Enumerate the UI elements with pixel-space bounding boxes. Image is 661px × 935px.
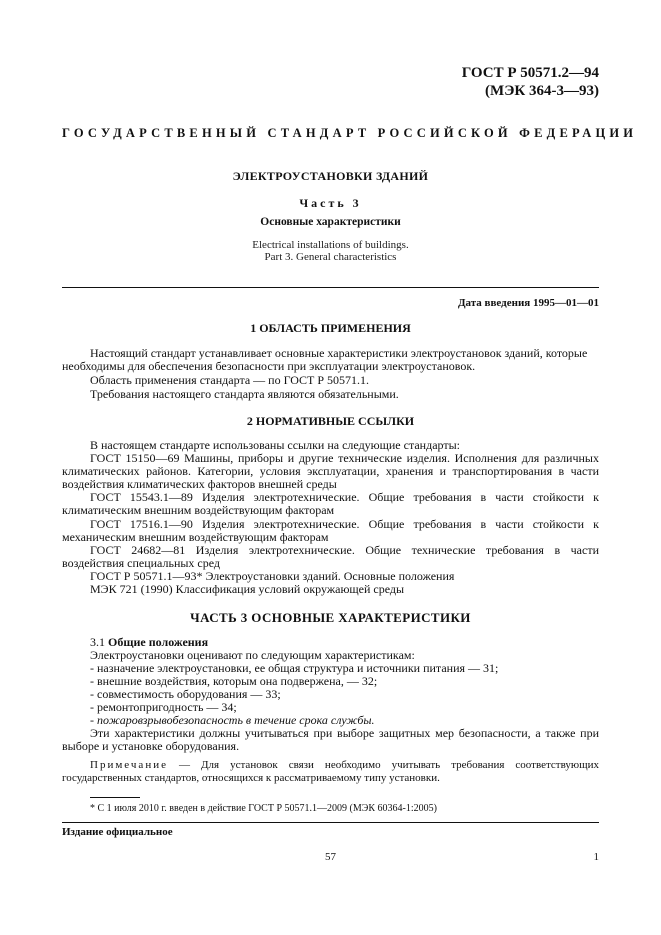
page-number: 57 xyxy=(325,851,336,863)
reference-item: ГОСТ 15150—69 Машины, приборы и другие технические изделия. Исполнения для различных климатических районов. Категории, условия эксплуатации, хранения и транспортирования в части воздействия климатических факторов внешней среды xyxy=(62,451,599,491)
introduction-date: Дата введения 1995—01—01 xyxy=(457,297,599,309)
note-paragraph xyxy=(62,759,599,785)
edition-divider xyxy=(62,822,599,823)
subsection-title: Общие положения xyxy=(108,635,209,649)
gost-number: ГОСТ Р 50571.2—94 xyxy=(461,65,599,81)
english-title xyxy=(62,239,599,263)
english-title-line2: Part 3. General characteristics xyxy=(264,251,397,263)
section1-paragraph1-line2: необходимы для обеспечения безопасности при эксплуатации электроустановок. xyxy=(62,359,476,373)
reference-item: ГОСТ 15543.1—89 Изделия электротехнические. Общие требования в части стойкости к климатическим внешним воздействующим факторам xyxy=(62,490,599,517)
reference-item: ГОСТ 17516.1—90 Изделия электротехнические. Общие требования в части стойкости к механическим внешним воздействующим факторам xyxy=(62,517,599,544)
section1-paragraph2: Область применения стандарта — по ГОСТ Р 50571.1. xyxy=(90,373,370,387)
edition-label: Издание официальное xyxy=(62,826,173,838)
part3-intro: Электроустановки оценивают по следующим характеристикам: xyxy=(90,648,415,662)
subsection-number: 3.1 xyxy=(90,635,105,649)
part-label: Часть 3 xyxy=(299,196,362,210)
list-item: - совместимость оборудования — 33; xyxy=(90,687,281,701)
reference-item: ГОСТ 24682—81 Изделия электротехнические. Общие технические требования в части воздействия специальных сред xyxy=(62,543,599,570)
english-title-line1: Electrical installations of buildings. xyxy=(252,239,409,251)
section1-paragraph1-line1: Настоящий стандарт устанавливает основные характеристики электроустановок зданий, которые xyxy=(90,346,588,360)
state-standard-banner: ГОСУДАРСТВЕННЫЙ СТАНДАРТ РОССИЙСКОЙ ФЕДЕРАЦИИ xyxy=(62,126,638,140)
list-item-italic: - пожаровзрывобезопасность в течение срока службы. xyxy=(90,713,375,727)
list-item: - ремонтопригодность — 34; xyxy=(90,700,237,714)
list-item: - внешние воздействия, которым она подвержена, — 32; xyxy=(90,674,378,688)
section1-paragraph3: Требования настоящего стандарта являются обязательными. xyxy=(90,387,399,401)
section2-intro: В настоящем стандарте использованы ссылки на следующие стандарты: xyxy=(90,438,461,452)
title-divider xyxy=(62,287,599,288)
footnote-divider xyxy=(90,797,140,798)
part3-closing-paragraph: Эти характеристики должны учитываться при выборе защитных мер безопасности, а также при выборе и установке оборудования. xyxy=(62,726,599,753)
document-title: ЭЛЕКТРОУСТАНОВКИ ЗДАНИЙ xyxy=(232,169,429,183)
section2-heading: 2 НОРМАТИВНЫЕ ССЫЛКИ xyxy=(246,414,415,428)
note-label: Примечание xyxy=(90,759,168,771)
gost-header xyxy=(462,64,599,100)
note-text: — Для установок связи необходимо учитывать требования соответствующих государственных стандартов, относящихся к рассматриваемому типу установки. xyxy=(62,759,600,784)
document-subtitle: Основные характеристики xyxy=(260,216,401,228)
iec-number: (МЭК 364-3—93) xyxy=(485,83,599,99)
section1-heading: 1 ОБЛАСТЬ ПРИМЕНЕНИЯ xyxy=(250,321,411,335)
reference-item: ГОСТ Р 50571.1—93* Электроустановки зданий. Основные положения xyxy=(90,569,455,583)
part3-heading: ЧАСТЬ 3 ОСНОВНЫЕ ХАРАКТЕРИСТИКИ xyxy=(190,610,471,625)
sheet-number: 1 xyxy=(593,851,599,863)
list-item: - назначение электроустановки, ее общая структура и источники питания — 31; xyxy=(90,661,499,675)
footnote: * С 1 июля 2010 г. введен в действие ГОСТ Р 50571.1—2009 (МЭК 60364-1:2005) xyxy=(90,803,437,814)
reference-item: МЭК 721 (1990) Классификация условий окружающей среды xyxy=(90,582,405,596)
